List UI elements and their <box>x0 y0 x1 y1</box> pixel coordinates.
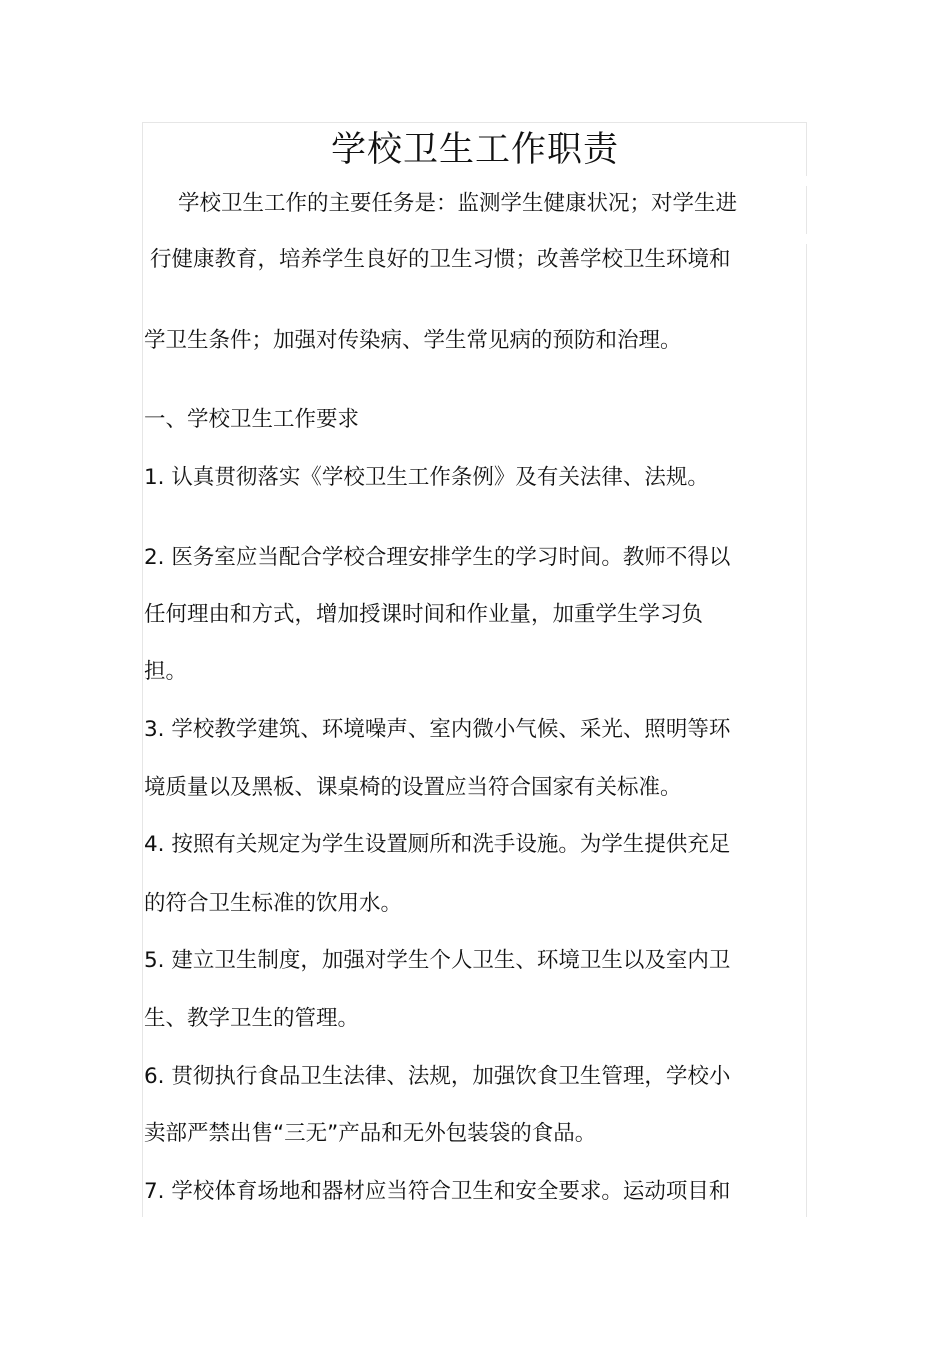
frame-right-border-mid <box>806 186 807 234</box>
intro-line-1: 学校卫生工作的主要任务是：监测学生健康状况；对学生进 <box>178 191 738 216</box>
list-item-line: 7. 学校体育场地和器材应当符合卫生和安全要求。运动项目和 <box>144 1179 731 1204</box>
list-item-line: 3. 学校教学建筑、环境噪声、室内微小气候、采光、照明等环 <box>144 717 731 742</box>
list-item-line: 卖部严禁出售“三无”产品和无外包装袋的食品。 <box>144 1121 597 1146</box>
list-item-line: 4. 按照有关规定为学生设置厕所和洗手设施。为学生提供充足 <box>144 832 731 857</box>
list-item-line: 担。 <box>144 659 188 684</box>
frame-right-border-top <box>806 122 807 176</box>
section-heading: 一、学校卫生工作要求 <box>144 407 360 432</box>
list-item-line: 6. 贯彻执行食品卫生法律、法规，加强饮食卫生管理，学校小 <box>144 1064 731 1089</box>
list-item-line: 生、教学卫生的管理。 <box>144 1006 360 1031</box>
list-item-line: 2. 医务室应当配合学校合理安排学生的学习时间。教师不得以 <box>144 545 731 570</box>
frame-top-border <box>142 122 807 123</box>
list-item-line: 任何理由和方式，增加授课时间和作业量，加重学生学习负 <box>144 602 704 627</box>
intro-line-2: 行健康教育，培养学生良好的卫生习惯；改善学校卫生环境和 <box>150 247 731 272</box>
list-item-line: 境质量以及黑板、课桌椅的设置应当符合国家有关标准。 <box>144 775 682 800</box>
intro-line-3: 学卫生条件；加强对传染病、学生常见病的预防和治理。 <box>144 328 682 353</box>
page-title: 学校卫生工作职责 <box>330 130 619 170</box>
list-item-line: 5. 建立卫生制度，加强对学生个人卫生、环境卫生以及室内卫 <box>144 948 731 973</box>
list-item-line: 的符合卫生标准的饮用水。 <box>144 891 403 916</box>
frame-right-border-bottom <box>806 244 807 1217</box>
list-item-line: 1. 认真贯彻落实《学校卫生工作条例》及有关法律、法规。 <box>144 465 709 490</box>
frame-left-border <box>142 122 143 1217</box>
